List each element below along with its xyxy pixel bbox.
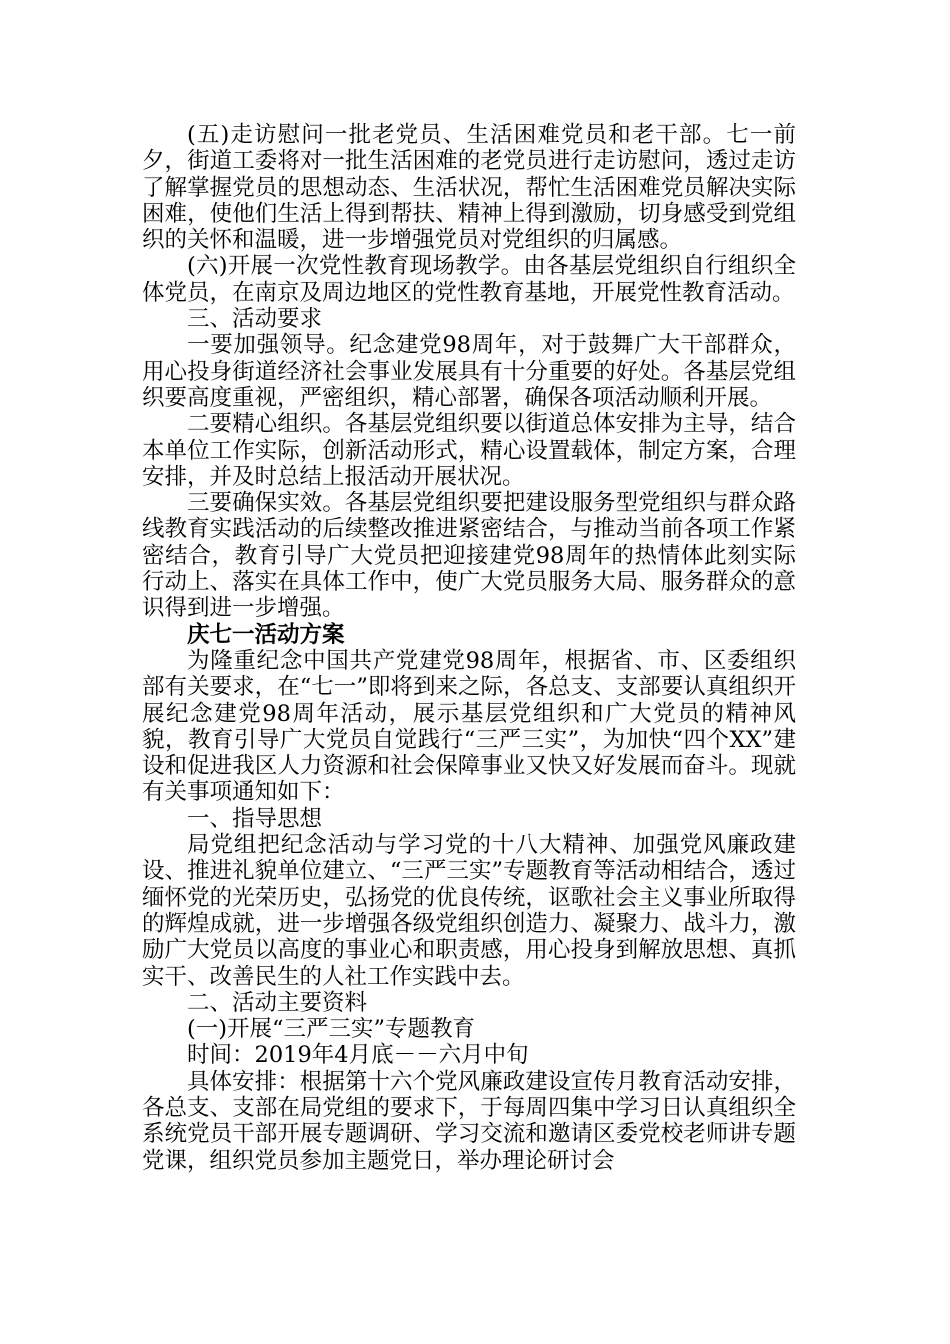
document-page xyxy=(142,122,796,1174)
paragraph-visit-old-members: (五)走访慰问一批老党员、生活困难党员和老干部。七一前夕，街道工委将对一批生活困难的老党员进行走访慰问，透过走访了解掌握党员的思想动态、生活状况，帮忙生活困难党员解决实际困难，使他们生活上得到帮扶、精神上得到激励，切身感受到党组织的关怀和温暖，进一步增强党员对党组织的归属感。 xyxy=(142,122,796,254)
paragraph-careful-organization: 二要精心组织。各基层党组织要以街道总体安排为主导，结合本单位工作实际，创新活动形式，精心设置载体，制定方案，合理安排，并及时总结上报活动开展状况。 xyxy=(142,411,796,490)
document-title: 庆七一活动方案 xyxy=(187,621,345,648)
paragraph-ensure-effectiveness: 三要确保实效。各基层党组织要把建设服务型党组织与群众路线教育实践活动的后续整改推进紧密结合，与推动当前各项工作紧密结合，教育引导广大党员把迎接建党98周年的热情体此刻实际行动上、落实在具体工作中，使广大党员服务大局、服务群众的意识得到进一步增强。 xyxy=(142,490,796,622)
paragraph-guiding-thought: 局党组把纪念活动与学习党的十八大精神、加强党风廉政建设、推进礼貌单位建立、“三严三实”专题教育等活动相结合，透过缅怀党的光荣历史，弘扬党的优良传统，讴歌社会主义事业所取得的辉煌成就，进一步增强各级党组织创造力、凝聚力、战斗力，激励广大党员以高度的事业心和职责感，用心投身到解放思想、真抓实干、改善民生的人社工作实践中去。 xyxy=(142,832,796,990)
paragraph-party-education-site: (六)开展一次党性教育现场教学。由各基层党组织自行组织全体党员，在南京及周边地区的党性教育基地，开展党性教育活动。 xyxy=(142,253,796,306)
section-heading-guiding-thought: 一、指导思想 xyxy=(187,805,323,832)
paragraph-specific-arrangement: 具体安排：根据第十六个党风廉政建设宣传月教育活动安排，各总支、支部在局党组的要求下，于每周四集中学习日认真组织全系统党员干部开展专题调研、学习交流和邀请区委党校老师讲专题党课，组织党员参加主题党日，举办理论研讨会 xyxy=(142,1068,796,1174)
paragraph-introduction: 为隆重纪念中国共产党建党98周年，根据省、市、区委组织部有关要求，在“七一”即将到来之际，各总支、支部要认真组织开展纪念建党98周年活动，展示基层党组织和广大党员的精神风貌，教育引导广大党员自觉践行“三严三实”，为加快“四个XX”建设和促进我区人力资源和社会保障事业又快又好发展而奋斗。现就有关事项通知如下： xyxy=(142,647,796,806)
section-heading-main-content: 二、活动主要资料 xyxy=(187,989,368,1016)
section-heading-requirements: 三、活动要求 xyxy=(187,306,323,333)
paragraph-time: 时间：2019年4月底－－六月中旬 xyxy=(187,1042,529,1069)
subheading-special-education: (一)开展“三严三实”专题教育 xyxy=(187,1016,476,1043)
paragraph-strengthen-leadership: 一要加强领导。纪念建党98周年，对于鼓舞广大干部群众，用心投身街道经济社会事业发展具有十分重要的好处。各基层党组织要高度重视，严密组织，精心部署，确保各项活动顺利开展。 xyxy=(142,332,796,411)
